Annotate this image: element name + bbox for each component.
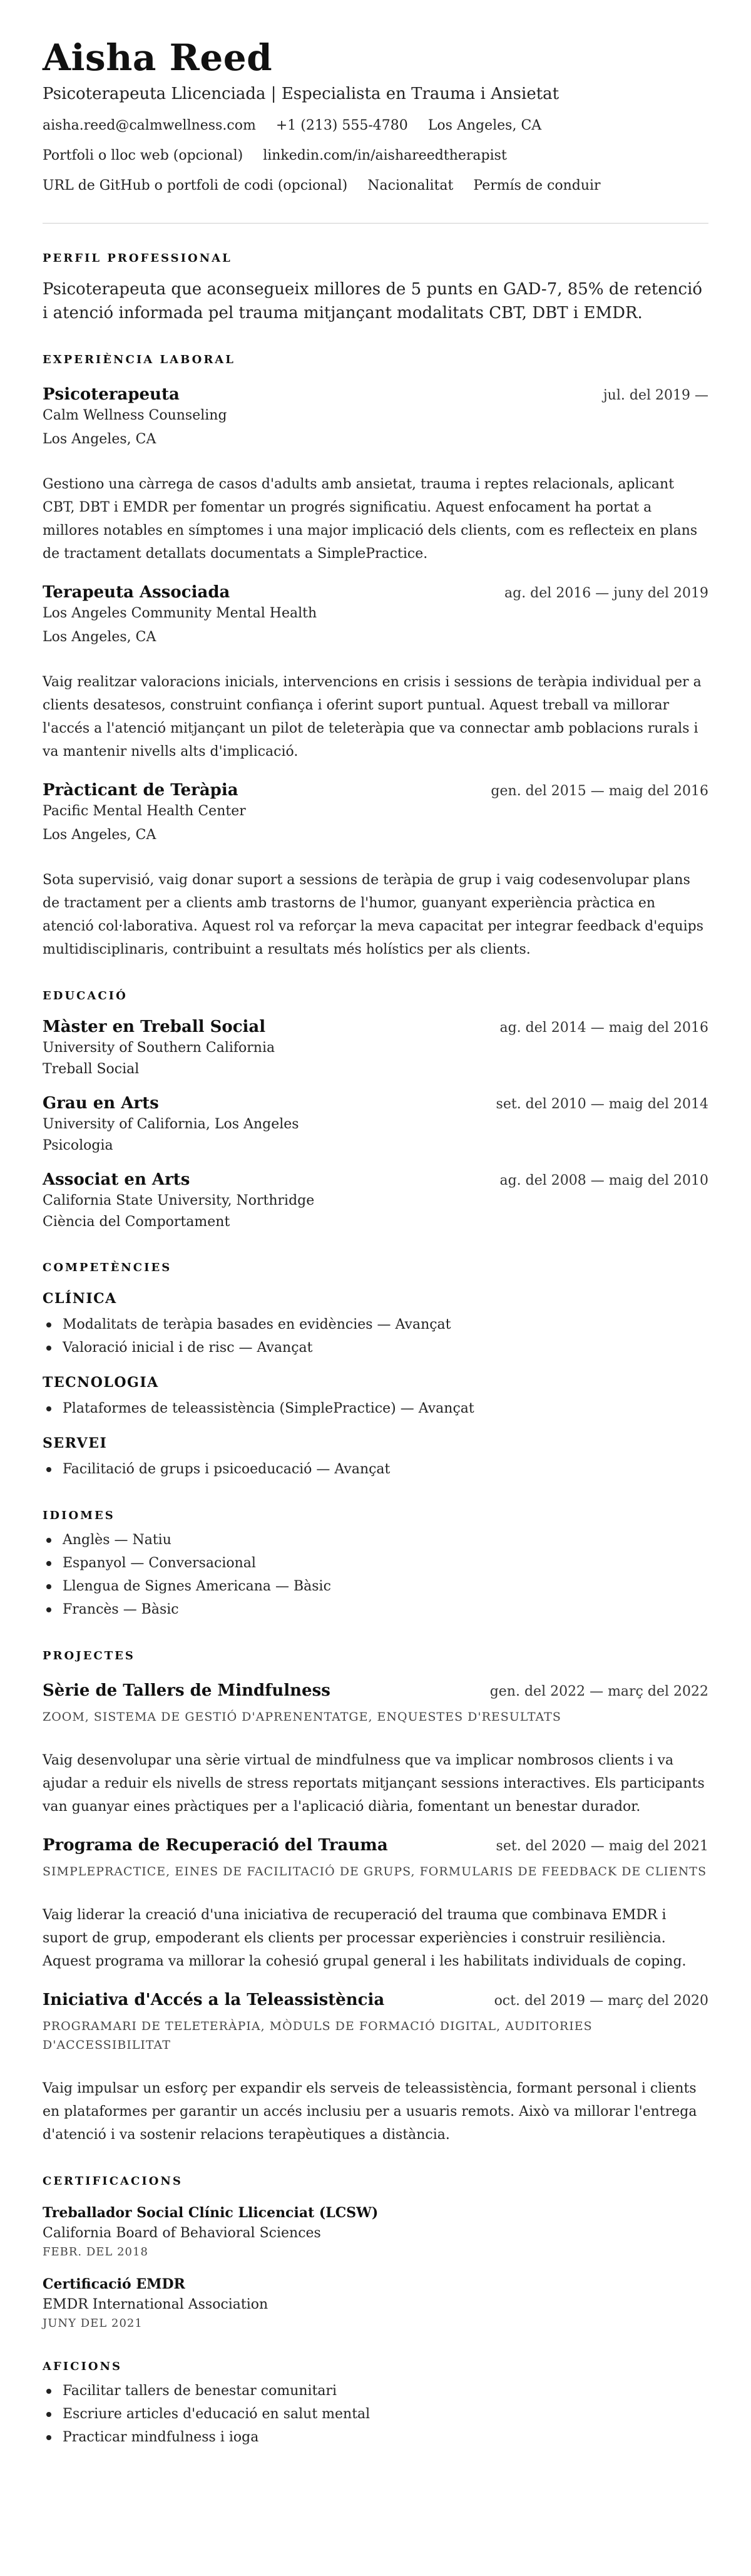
language-item: Francès — Bàsic: [43, 1598, 708, 1621]
github-link[interactable]: URL de GitHub o portfoli de codi (opcional): [43, 178, 348, 193]
profile-section: [43, 251, 708, 325]
project-title: Sèrie de Tallers de Mindfulness: [43, 1681, 330, 1700]
skill-item: Plataformes de teleassistència (SimplePractice) — Avançat: [43, 1397, 708, 1420]
job-description: Gestiono una càrrega de casos d'adults amb ansietat, trauma i reptes relacionals, aplicant CBT, DBT i EMDR per fomentar un progrés significatiu. Aquest enfocament ha portat a millores notables en símptomes i una major implicació dels clients, com es reflecteix en plans de tractament detallats documentats a SimplePractice.: [43, 477, 698, 562]
skill-group-title: TECNOLOGIA: [43, 1374, 159, 1391]
school-name: University of California, Los Angeles: [43, 1116, 299, 1132]
job-title: Psicoterapeuta: [43, 385, 180, 404]
certification-name: Certificació EMDR: [43, 2276, 185, 2292]
section-title-projects: PROJECTES: [43, 1649, 135, 1662]
project-title: Programa de Recuperació del Trauma: [43, 1836, 388, 1855]
skills-section: [43, 1260, 708, 1481]
hobby-item: Escriure articles d'educació en salut mental: [43, 2403, 708, 2426]
contact-row-links: [43, 147, 708, 165]
school-name: California State University, Northridge: [43, 1193, 315, 1208]
certifications-section: [43, 2174, 708, 2332]
skill-item: Valoració inicial i de risc — Avançat: [43, 1336, 708, 1359]
project-entry: [43, 1835, 708, 1973]
section-title-profile: PERFIL PROFESSIONAL: [43, 252, 232, 265]
email-link[interactable]: aisha.reed@calmwellness.com: [43, 118, 256, 133]
candidate-name: Aisha Reed: [43, 36, 273, 79]
school-name: University of Southern California: [43, 1040, 275, 1056]
job-location: Los Angeles, CA: [43, 827, 156, 843]
candidate-headline: Psicoterapeuta Llicenciada | Especialista en Trauma i Ansietat: [43, 85, 559, 103]
hobby-item: Facilitar tallers de benestar comunitari: [43, 2379, 708, 2403]
section-title-education: EDUCACIÓ: [43, 989, 128, 1002]
company-name: Calm Wellness Counseling: [43, 408, 227, 423]
hobby-item: Practicar mindfulness i ioga: [43, 2426, 708, 2449]
project-tools: ZOOM, SISTEMA DE GESTIÓ D'APRENENTATGE, ENQUESTES D'RESULTATS: [43, 1710, 561, 1724]
project-description: Vaig desenvolupar una sèrie virtual de mindfulness que va implicar nombrosos clients i va ajudar a reduir els nivells de stress reportats mitjançant sessions interactives. Els participants van guanyar eines pràctiques per a l'aplicació diària, fomentant un benestar durador.: [43, 1753, 705, 1815]
job-description: Sota supervisió, vaig donar suport a sessions de teràpia de grup i vaig codesenvolupar plans de tractament per a clients amb trastorns de l'humor, guanyant experiència pràctica en atenció col·laborativa. Aquest rol va reforçar la meva capacitat per integrar feedback d'equips multidisciplinaris, contribuint a resultats més holístics per als clients.: [43, 872, 704, 957]
resume-header: [43, 38, 708, 195]
project-tools: SIMPLEPRACTICE, EINES DE FACILITACIÓ DE GRUPS, FORMULARIS DE FEEDBACK DE CLIENTS: [43, 1865, 707, 1878]
job-dates: gen. del 2015 — maig del 2016: [491, 783, 708, 799]
job-dates: ag. del 2016 — juny del 2019: [504, 585, 708, 601]
job-title: Pràcticant de Teràpia: [43, 781, 238, 800]
project-entry: [43, 1989, 708, 2146]
job-location: Los Angeles, CA: [43, 431, 156, 447]
project-dates: gen. del 2022 — març del 2022: [489, 1684, 708, 1699]
certification-issuer: EMDR International Association: [43, 2297, 268, 2312]
project-title: Iniciativa d'Accés a la Teleassistència: [43, 1991, 385, 2009]
education-entry: [43, 1093, 708, 1157]
skill-group-title: CLÍNICA: [43, 1291, 117, 1307]
job-description: Vaig realitzar valoracions inicials, intervencions en crisis i sessions de teràpia individual per a clients desatesos, construint confiança i oferint suport puntual. Aquest treball va millorar l'accés a l'atenció mitjançant un pilot de teleteràpia que va connectar amb poblacions rurals i va mantenir nivells alts d'implicació.: [43, 674, 702, 760]
linkedin-link[interactable]: linkedin.com/in/aishareedtherapist: [263, 148, 507, 163]
degree-title: Grau en Arts: [43, 1094, 159, 1113]
company-name: Pacific Mental Health Center: [43, 803, 246, 819]
language-item: Anglès — Natiu: [43, 1528, 708, 1552]
company-name: Los Angeles Community Mental Health: [43, 605, 317, 621]
certification-date: JUNY DEL 2021: [43, 2317, 143, 2330]
projects-section: [43, 1649, 708, 2146]
skill-group-title: SERVEI: [43, 1435, 108, 1451]
education-dates: ag. del 2008 — maig del 2010: [499, 1173, 708, 1188]
certification-date: FEBR. DEL 2018: [43, 2245, 148, 2259]
project-dates: oct. del 2019 — març del 2020: [494, 1993, 708, 2009]
skill-list: [43, 1458, 708, 1481]
education-entry: [43, 1016, 708, 1080]
project-description: Vaig impulsar un esforç per expandir els serveis de teleassistència, formant personal i clients en plataformes per garantir un accés inclusiu per a usuaris remots. Això va millorar l'entrega d'atenció i va sostenir relacions terapèutiques a distància.: [43, 2081, 697, 2143]
project-description: Vaig liderar la creació d'una iniciativa de recuperació del trauma que combinava EMDR i suport de grup, empoderant els clients per processar experiències i construir resiliència. Aquest programa va millorar la cohesió grupal general i les habilitats individuals de coping.: [43, 1907, 687, 1969]
skill-list: [43, 1313, 708, 1359]
contact-row-extra: [43, 177, 708, 195]
hobby-list: [43, 2379, 708, 2449]
driving-license-text: Permís de conduir: [473, 178, 601, 193]
section-title-hobbies: AFICIONS: [43, 2360, 123, 2373]
skill-item: Modalitats de teràpia basades en evidències — Avançat: [43, 1313, 708, 1336]
section-title-skills: COMPETÈNCIES: [43, 1261, 172, 1274]
field-of-study: Psicologia: [43, 1138, 113, 1153]
field-of-study: Ciència del Comportament: [43, 1214, 230, 1230]
education-dates: ag. del 2014 — maig del 2016: [499, 1020, 708, 1036]
section-title-languages: IDIOMES: [43, 1509, 115, 1522]
header-divider: [43, 223, 708, 224]
experience-section: [43, 353, 708, 961]
section-title-certifications: CERTIFICACIONS: [43, 2175, 183, 2188]
certification-issuer: California Board of Behavioral Sciences: [43, 2225, 321, 2241]
hobbies-section: [43, 2359, 708, 2449]
job-location: Los Angeles, CA: [43, 629, 156, 645]
education-section: [43, 989, 708, 1233]
education-dates: set. del 2010 — maig del 2014: [496, 1096, 708, 1112]
skill-list: [43, 1397, 708, 1420]
experience-entry: [43, 780, 708, 961]
phone-number[interactable]: +1 (213) 555-4780: [275, 118, 408, 133]
job-title: Terapeuta Associada: [43, 583, 230, 602]
skill-item: Facilitació de grups i psicoeducació — Avançat: [43, 1458, 708, 1481]
field-of-study: Treball Social: [43, 1061, 140, 1077]
location-text: Los Angeles, CA: [427, 118, 542, 133]
degree-title: Màster en Treball Social: [43, 1018, 266, 1036]
degree-title: Associat en Arts: [43, 1170, 190, 1189]
job-dates: jul. del 2019 —: [603, 388, 708, 403]
profile-summary: Psicoterapeuta que aconsegueix millores de 5 punts en GAD-7, 85% de retenció i atenció informada pel trauma mitjançant modalitats CBT, DBT i EMDR.: [43, 280, 703, 322]
contact-row-primary: [43, 116, 708, 135]
languages-section: [43, 1508, 708, 1621]
nationality-text: Nacionalitat: [367, 178, 454, 193]
certification-entry: [43, 2274, 708, 2332]
certification-entry: [43, 2203, 708, 2260]
experience-entry: [43, 384, 708, 565]
project-entry: [43, 1680, 708, 1818]
section-title-experience: EXPERIÈNCIA LABORAL: [43, 353, 235, 366]
certification-name: Treballador Social Clínic Llicenciat (LCSW): [43, 2205, 379, 2221]
language-item: Espanyol — Conversacional: [43, 1552, 708, 1575]
project-dates: set. del 2020 — maig del 2021: [496, 1838, 708, 1854]
language-item: Llengua de Signes Americana — Bàsic: [43, 1575, 708, 1598]
education-entry: [43, 1169, 708, 1233]
language-list: [43, 1528, 708, 1621]
project-tools: PROGRAMARI DE TELETERÀPIA, MÒDULS DE FORMACIÓ DIGITAL, AUDITORIES D'ACCESSIBILITAT: [43, 2019, 593, 2052]
experience-entry: [43, 582, 708, 763]
portfolio-link[interactable]: Portfoli o lloc web (opcional): [43, 148, 243, 163]
